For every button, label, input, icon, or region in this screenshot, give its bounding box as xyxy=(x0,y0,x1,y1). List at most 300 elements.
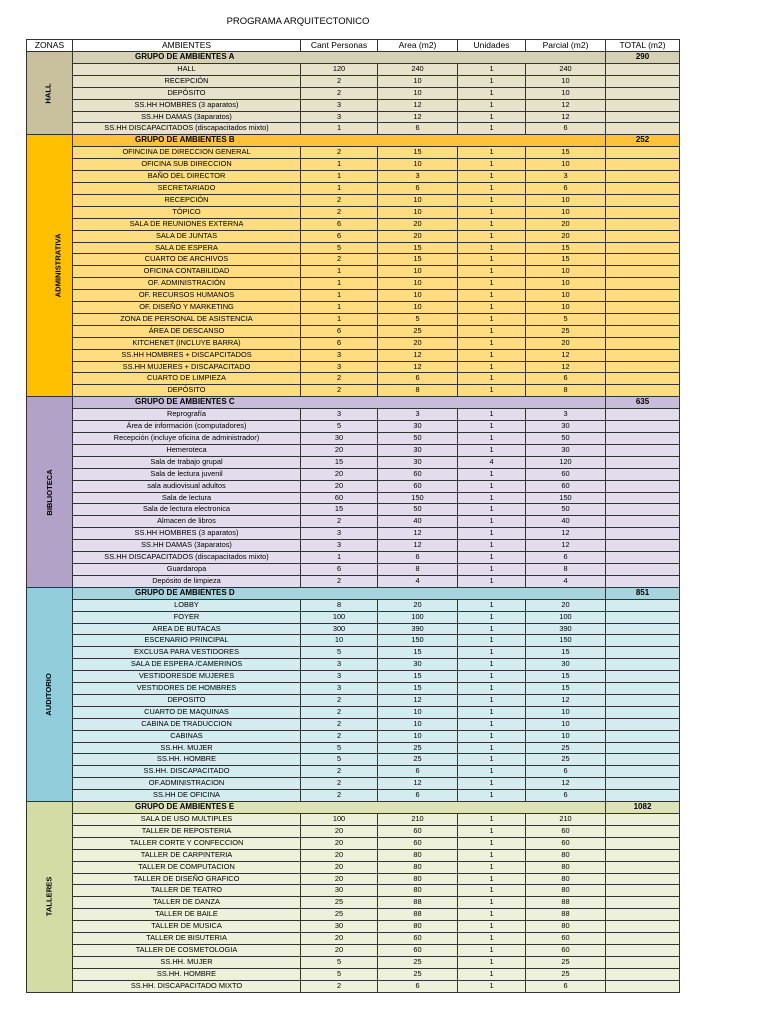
parcial: 25 xyxy=(526,956,606,968)
cant-personas: 20 xyxy=(301,837,378,849)
ambiente-name: SS.HH HOMBRES (3 aparatos) xyxy=(73,99,301,111)
area: 6 xyxy=(378,980,458,992)
ambiente-name: SECRETARIADO xyxy=(73,182,301,194)
total-cell xyxy=(606,480,680,492)
table-row xyxy=(27,230,680,242)
area: 88 xyxy=(378,909,458,921)
ambiente-name: SS.HH. HOMBRE xyxy=(73,968,301,980)
parcial: 15 xyxy=(526,683,606,695)
cant-personas: 1 xyxy=(301,302,378,314)
cant-personas: 2 xyxy=(301,790,378,802)
area: 10 xyxy=(378,718,458,730)
group-row xyxy=(27,397,680,409)
total-cell xyxy=(606,278,680,290)
parcial: 20 xyxy=(526,337,606,349)
parcial: 25 xyxy=(526,968,606,980)
ambiente-name: TALLER DE DISEÑO GRAFICO xyxy=(73,873,301,885)
unidades: 1 xyxy=(458,218,526,230)
total-cell xyxy=(606,444,680,456)
table-row xyxy=(27,349,680,361)
total-cell xyxy=(606,218,680,230)
ambiente-name: SS.HH DAMAS (3aparatos) xyxy=(73,540,301,552)
table-row xyxy=(27,504,680,516)
cant-personas: 3 xyxy=(301,409,378,421)
area: 15 xyxy=(378,683,458,695)
group-total: 290 xyxy=(606,52,680,64)
unidades: 1 xyxy=(458,778,526,790)
total-cell xyxy=(606,552,680,564)
cant-personas: 6 xyxy=(301,325,378,337)
table-row xyxy=(27,742,680,754)
unidades: 1 xyxy=(458,409,526,421)
parcial: 12 xyxy=(526,778,606,790)
cant-personas: 6 xyxy=(301,337,378,349)
zone-cell xyxy=(27,135,73,397)
parcial: 6 xyxy=(526,123,606,135)
area: 12 xyxy=(378,361,458,373)
parcial: 50 xyxy=(526,504,606,516)
total-cell xyxy=(606,837,680,849)
total-cell xyxy=(606,671,680,683)
header-zonas: ZONAS xyxy=(27,40,73,52)
unidades: 1 xyxy=(458,111,526,123)
unidades: 1 xyxy=(458,552,526,564)
unidades: 1 xyxy=(458,694,526,706)
zone-label: AUDITORIO xyxy=(44,673,54,716)
table-row xyxy=(27,206,680,218)
parcial: 15 xyxy=(526,647,606,659)
area: 10 xyxy=(378,278,458,290)
cant-personas: 5 xyxy=(301,956,378,968)
table-row xyxy=(27,337,680,349)
area: 6 xyxy=(378,123,458,135)
table-row xyxy=(27,409,680,421)
group-name: GRUPO DE AMBIENTES A xyxy=(73,52,606,64)
table-row xyxy=(27,528,680,540)
cant-personas: 2 xyxy=(301,730,378,742)
parcial: 210 xyxy=(526,814,606,826)
unidades: 1 xyxy=(458,230,526,242)
area: 80 xyxy=(378,921,458,933)
total-cell xyxy=(606,290,680,302)
total-cell xyxy=(606,171,680,183)
parcial: 10 xyxy=(526,159,606,171)
cant-personas: 2 xyxy=(301,706,378,718)
ambiente-name: DEPÓSITO xyxy=(73,87,301,99)
area: 60 xyxy=(378,933,458,945)
area: 10 xyxy=(378,302,458,314)
table-row xyxy=(27,290,680,302)
total-cell xyxy=(606,778,680,790)
area: 60 xyxy=(378,468,458,480)
parcial: 150 xyxy=(526,492,606,504)
total-cell xyxy=(606,933,680,945)
total-cell xyxy=(606,599,680,611)
table-row xyxy=(27,897,680,909)
ambiente-name: TÓPICO xyxy=(73,206,301,218)
group-row xyxy=(27,135,680,147)
header-ambientes: AMBIENTES xyxy=(73,40,301,52)
parcial: 3 xyxy=(526,409,606,421)
area: 12 xyxy=(378,349,458,361)
total-cell xyxy=(606,611,680,623)
area: 390 xyxy=(378,623,458,635)
table-row xyxy=(27,313,680,325)
table-row xyxy=(27,921,680,933)
total-cell xyxy=(606,504,680,516)
area: 30 xyxy=(378,444,458,456)
zone-cell xyxy=(27,397,73,588)
parcial: 12 xyxy=(526,99,606,111)
table-row xyxy=(27,671,680,683)
parcial: 40 xyxy=(526,516,606,528)
cant-personas: 15 xyxy=(301,504,378,516)
unidades: 1 xyxy=(458,540,526,552)
total-cell xyxy=(606,159,680,171)
total-cell xyxy=(606,206,680,218)
cant-personas: 6 xyxy=(301,218,378,230)
unidades: 1 xyxy=(458,468,526,480)
table-row xyxy=(27,194,680,206)
table-row xyxy=(27,694,680,706)
parcial: 8 xyxy=(526,563,606,575)
cant-personas: 6 xyxy=(301,563,378,575)
unidades: 1 xyxy=(458,147,526,159)
parcial: 150 xyxy=(526,635,606,647)
table-row xyxy=(27,159,680,171)
parcial: 12 xyxy=(526,694,606,706)
area: 10 xyxy=(378,706,458,718)
unidades: 1 xyxy=(458,75,526,87)
area: 25 xyxy=(378,742,458,754)
ambiente-name: SS.HH. MUJER xyxy=(73,742,301,754)
parcial: 80 xyxy=(526,885,606,897)
ambiente-name: TALLER DE COSMETOLOGIA xyxy=(73,944,301,956)
parcial: 80 xyxy=(526,873,606,885)
parcial: 10 xyxy=(526,730,606,742)
unidades: 1 xyxy=(458,873,526,885)
unidades: 1 xyxy=(458,599,526,611)
table-row xyxy=(27,111,680,123)
total-cell xyxy=(606,516,680,528)
parcial: 12 xyxy=(526,540,606,552)
ambiente-name: Recepción (incluye oficina de administrador) xyxy=(73,433,301,445)
unidades: 1 xyxy=(458,683,526,695)
parcial: 10 xyxy=(526,278,606,290)
unidades: 1 xyxy=(458,825,526,837)
total-cell xyxy=(606,635,680,647)
cant-personas: 20 xyxy=(301,873,378,885)
cant-personas: 5 xyxy=(301,968,378,980)
unidades: 1 xyxy=(458,123,526,135)
area: 60 xyxy=(378,944,458,956)
ambiente-name: TALLER DE BISUTERIA xyxy=(73,933,301,945)
total-cell xyxy=(606,147,680,159)
table-row xyxy=(27,718,680,730)
parcial: 6 xyxy=(526,373,606,385)
parcial: 120 xyxy=(526,456,606,468)
parcial: 60 xyxy=(526,468,606,480)
unidades: 1 xyxy=(458,361,526,373)
unidades: 1 xyxy=(458,254,526,266)
total-cell xyxy=(606,754,680,766)
area: 10 xyxy=(378,266,458,278)
ambiente-name: RECEPCIÓN xyxy=(73,75,301,87)
cant-personas: 2 xyxy=(301,206,378,218)
table-row xyxy=(27,635,680,647)
table-row xyxy=(27,171,680,183)
total-cell xyxy=(606,718,680,730)
header-cant-personas: Cant Personas xyxy=(301,40,378,52)
group-name: GRUPO DE AMBIENTES E xyxy=(73,802,606,814)
area: 80 xyxy=(378,873,458,885)
unidades: 1 xyxy=(458,766,526,778)
ambiente-name: SALA DE ESPERA xyxy=(73,242,301,254)
parcial: 60 xyxy=(526,933,606,945)
ambiente-name: AREA DE BUTACAS xyxy=(73,623,301,635)
cant-personas: 2 xyxy=(301,87,378,99)
total-cell xyxy=(606,373,680,385)
area: 12 xyxy=(378,540,458,552)
total-cell xyxy=(606,492,680,504)
cant-personas: 2 xyxy=(301,194,378,206)
unidades: 1 xyxy=(458,980,526,992)
ambiente-name: SS.HH DAMAS (3aparatos) xyxy=(73,111,301,123)
parcial: 6 xyxy=(526,766,606,778)
cant-personas: 1 xyxy=(301,290,378,302)
cant-personas: 20 xyxy=(301,861,378,873)
ambiente-name: SALA DE JUNTAS xyxy=(73,230,301,242)
unidades: 1 xyxy=(458,290,526,302)
area: 3 xyxy=(378,171,458,183)
ambiente-name: SS.HH. MUJER xyxy=(73,956,301,968)
cant-personas: 30 xyxy=(301,921,378,933)
unidades: 1 xyxy=(458,444,526,456)
total-cell xyxy=(606,421,680,433)
ambiente-name: TALLER DE BAILE xyxy=(73,909,301,921)
zone-cell xyxy=(27,802,73,993)
parcial: 10 xyxy=(526,266,606,278)
cant-personas: 2 xyxy=(301,766,378,778)
parcial: 240 xyxy=(526,63,606,75)
cant-personas: 2 xyxy=(301,147,378,159)
parcial: 88 xyxy=(526,909,606,921)
area: 80 xyxy=(378,861,458,873)
unidades: 1 xyxy=(458,159,526,171)
cant-personas: 20 xyxy=(301,933,378,945)
area: 60 xyxy=(378,837,458,849)
unidades: 1 xyxy=(458,659,526,671)
ambiente-name: SS.HH HOMBRES (3 aparatos) xyxy=(73,528,301,540)
parcial: 10 xyxy=(526,706,606,718)
total-cell xyxy=(606,337,680,349)
total-cell xyxy=(606,456,680,468)
ambiente-name: DEPÓSITO xyxy=(73,385,301,397)
ambiente-name: TALLER DE MUSICA xyxy=(73,921,301,933)
total-cell xyxy=(606,385,680,397)
total-cell xyxy=(606,433,680,445)
cant-personas: 3 xyxy=(301,99,378,111)
ambiente-name: CUARTO DE ARCHIVOS xyxy=(73,254,301,266)
table-row xyxy=(27,623,680,635)
table-row xyxy=(27,87,680,99)
total-cell xyxy=(606,563,680,575)
cant-personas: 3 xyxy=(301,683,378,695)
table-row xyxy=(27,861,680,873)
area: 10 xyxy=(378,730,458,742)
table-row xyxy=(27,433,680,445)
parcial: 60 xyxy=(526,944,606,956)
table-row xyxy=(27,218,680,230)
unidades: 1 xyxy=(458,575,526,587)
ambiente-name: OF.ADMINISTRACION xyxy=(73,778,301,790)
cant-personas: 5 xyxy=(301,754,378,766)
total-cell xyxy=(606,349,680,361)
total-cell xyxy=(606,968,680,980)
unidades: 1 xyxy=(458,742,526,754)
table-row xyxy=(27,242,680,254)
table-row xyxy=(27,790,680,802)
table-row xyxy=(27,575,680,587)
unidades: 1 xyxy=(458,87,526,99)
total-cell xyxy=(606,623,680,635)
cant-personas: 3 xyxy=(301,361,378,373)
group-row xyxy=(27,587,680,599)
area: 150 xyxy=(378,635,458,647)
area: 60 xyxy=(378,825,458,837)
parcial: 80 xyxy=(526,921,606,933)
unidades: 1 xyxy=(458,968,526,980)
unidades: 1 xyxy=(458,349,526,361)
ambiente-name: TALLER DE CARPINTERIA xyxy=(73,849,301,861)
area: 12 xyxy=(378,111,458,123)
ambiente-name: CABINAS xyxy=(73,730,301,742)
total-cell xyxy=(606,742,680,754)
parcial: 25 xyxy=(526,325,606,337)
cant-personas: 1 xyxy=(301,278,378,290)
ambiente-name: OFINCINA DE DIRECCION GENERAL xyxy=(73,147,301,159)
area: 60 xyxy=(378,480,458,492)
total-cell xyxy=(606,540,680,552)
header-unidades: Unidades xyxy=(458,40,526,52)
table-row xyxy=(27,730,680,742)
total-cell xyxy=(606,956,680,968)
cant-personas: 5 xyxy=(301,742,378,754)
total-cell xyxy=(606,814,680,826)
ambiente-name: EXCLUSA PARA VESTIDORES xyxy=(73,647,301,659)
parcial: 80 xyxy=(526,849,606,861)
area: 10 xyxy=(378,194,458,206)
parcial: 15 xyxy=(526,147,606,159)
cant-personas: 60 xyxy=(301,492,378,504)
ambiente-name: Sala de trabajo grupal xyxy=(73,456,301,468)
cant-personas: 3 xyxy=(301,540,378,552)
unidades: 1 xyxy=(458,861,526,873)
ambiente-name: RECEPCIÓN xyxy=(73,194,301,206)
ambiente-name: CUARTO DE LIMPIEZA xyxy=(73,373,301,385)
table-row xyxy=(27,75,680,87)
total-cell xyxy=(606,242,680,254)
group-total: 1082 xyxy=(606,802,680,814)
parcial: 20 xyxy=(526,218,606,230)
total-cell xyxy=(606,409,680,421)
ambiente-name: TALLER DE REPOSTERIA xyxy=(73,825,301,837)
ambiente-name: SS.HH DISCAPACITADOS (discapacitados mixto) xyxy=(73,552,301,564)
zone-label: ADMINISTRATIVA xyxy=(53,233,63,298)
cant-personas: 1 xyxy=(301,171,378,183)
table-row xyxy=(27,492,680,504)
unidades: 1 xyxy=(458,325,526,337)
ambiente-name: SS.HH DE OFICINA xyxy=(73,790,301,802)
area: 10 xyxy=(378,87,458,99)
cant-personas: 1 xyxy=(301,313,378,325)
table-row xyxy=(27,778,680,790)
ambiente-name: OF. RECURSOS HUMANOS xyxy=(73,290,301,302)
parcial: 25 xyxy=(526,742,606,754)
parcial: 15 xyxy=(526,242,606,254)
ambiente-name: OFICINA SUB DIRECCION xyxy=(73,159,301,171)
cant-personas: 25 xyxy=(301,897,378,909)
unidades: 1 xyxy=(458,99,526,111)
ambiente-name: OF. ADMINISTRACIÓN xyxy=(73,278,301,290)
cant-personas: 20 xyxy=(301,480,378,492)
cant-personas: 2 xyxy=(301,516,378,528)
group-total: 851 xyxy=(606,587,680,599)
area: 15 xyxy=(378,242,458,254)
total-cell xyxy=(606,302,680,314)
total-cell xyxy=(606,706,680,718)
unidades: 1 xyxy=(458,337,526,349)
parcial: 10 xyxy=(526,206,606,218)
area: 10 xyxy=(378,290,458,302)
total-cell xyxy=(606,123,680,135)
table-row xyxy=(27,944,680,956)
parcial: 12 xyxy=(526,528,606,540)
unidades: 1 xyxy=(458,897,526,909)
total-cell xyxy=(606,849,680,861)
cant-personas: 5 xyxy=(301,242,378,254)
cant-personas: 20 xyxy=(301,825,378,837)
area: 80 xyxy=(378,849,458,861)
unidades: 1 xyxy=(458,194,526,206)
cant-personas: 30 xyxy=(301,433,378,445)
ambiente-name: TALLER CORTE Y CONFECCION xyxy=(73,837,301,849)
cant-personas: 2 xyxy=(301,575,378,587)
ambiente-name: DEPOSITO xyxy=(73,694,301,706)
total-cell xyxy=(606,647,680,659)
total-cell xyxy=(606,885,680,897)
area: 6 xyxy=(378,790,458,802)
ambiente-name: ZONA DE PERSONAL DE ASISTENCIA xyxy=(73,313,301,325)
ambiente-name: TALLER DE TEATRO xyxy=(73,885,301,897)
area: 20 xyxy=(378,230,458,242)
cant-personas: 100 xyxy=(301,611,378,623)
ambiente-name: Sala de lectura juvenil xyxy=(73,468,301,480)
area: 25 xyxy=(378,754,458,766)
parcial: 50 xyxy=(526,433,606,445)
area: 25 xyxy=(378,325,458,337)
unidades: 1 xyxy=(458,921,526,933)
unidades: 1 xyxy=(458,730,526,742)
area: 20 xyxy=(378,599,458,611)
ambiente-name: OFICINA CONTABILIDAD xyxy=(73,266,301,278)
cant-personas: 3 xyxy=(301,659,378,671)
cant-personas: 3 xyxy=(301,111,378,123)
area: 3 xyxy=(378,409,458,421)
zone-cell xyxy=(27,52,73,135)
header-row xyxy=(27,40,680,52)
table-row xyxy=(27,468,680,480)
